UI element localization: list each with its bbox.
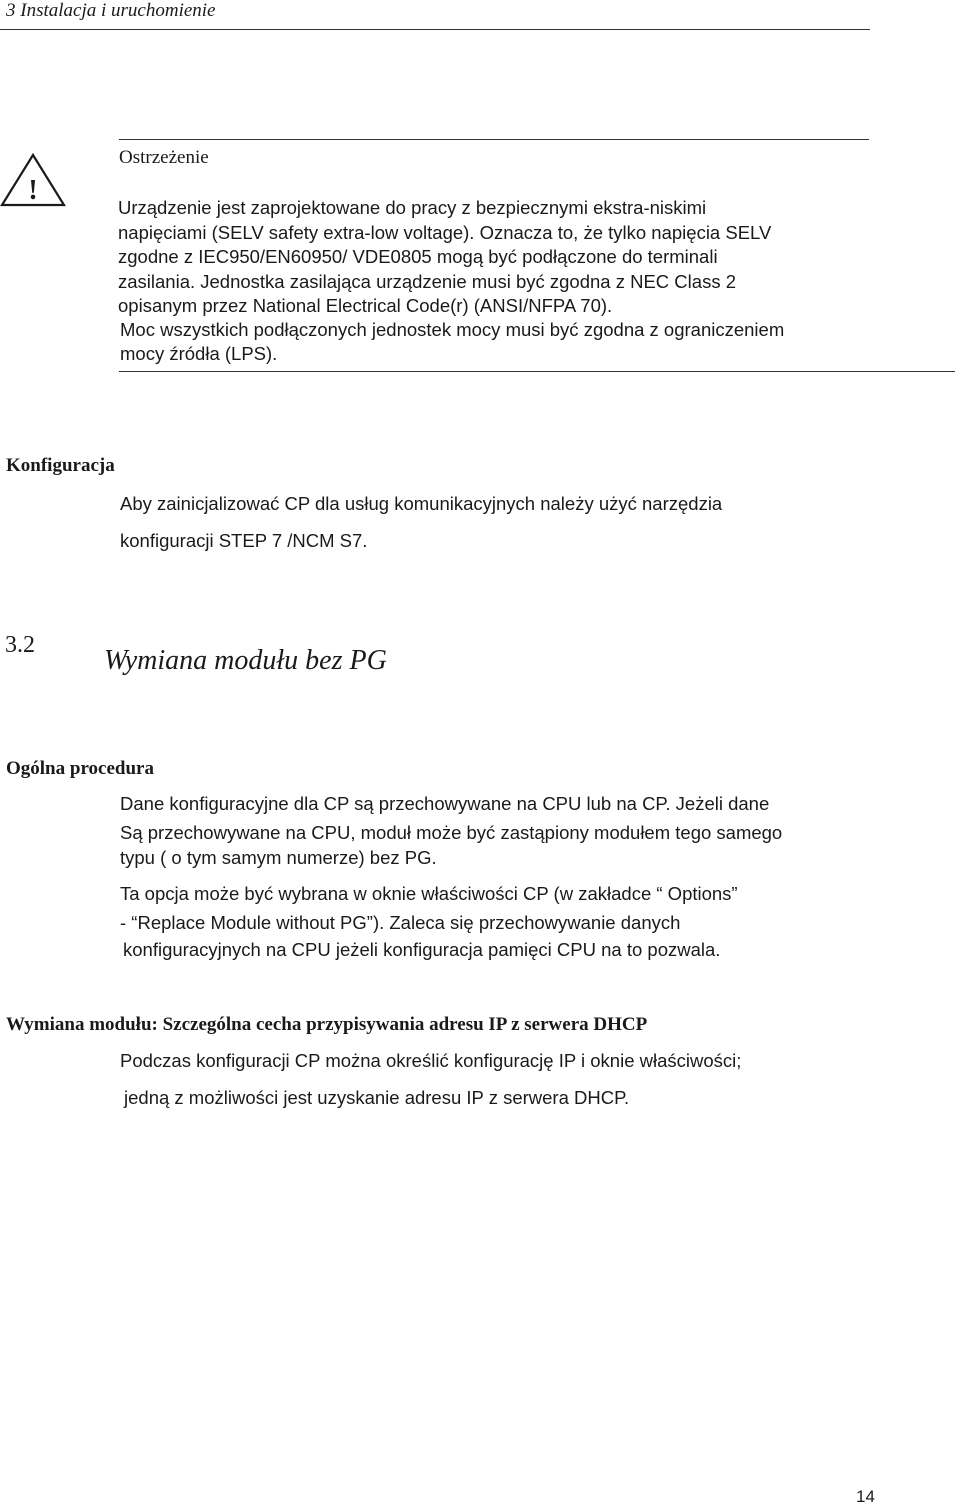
konfiguracja-line-1: Aby zainicjalizować CP dla usług komunikacyjnych należy użyć narzędzia bbox=[120, 493, 723, 514]
warning-line-5: opisanym przez National Electrical Code(r) (ANSI/NFPA 70). bbox=[118, 295, 613, 316]
warning-line-7: mocy źródła (LPS). bbox=[120, 343, 278, 364]
konfiguracja-heading: Konfiguracja bbox=[6, 455, 115, 476]
warning-line-4: zasilania. Jednostka zasilająca urządzenie musi być zgodna z NEC Class 2 bbox=[118, 271, 736, 292]
konfiguracja-line-2: konfiguracji STEP 7 /NCM S7. bbox=[120, 530, 368, 551]
warning-line-2: napięciami (SELV safety extra-low voltage). Oznacza to, że tylko napięcia SELV bbox=[118, 222, 772, 243]
warning-line-6: Moc wszystkich podłączonych jednostek mocy musi być zgodna z ograniczeniem bbox=[120, 319, 785, 340]
svg-text:!: ! bbox=[28, 175, 38, 206]
warning-top-rule bbox=[119, 139, 869, 140]
ogolna-p2-line-1: Ta opcja może być wybrana w oknie właściwości CP (w zakładce “ Options” bbox=[120, 883, 738, 904]
ogolna-procedura-heading: Ogólna procedura bbox=[6, 758, 154, 779]
section-title: Wymiana modułu bez PG bbox=[104, 645, 387, 676]
ogolna-p1-line-1: Dane konfiguracyjne dla CP są przechowywane na CPU lub na CP. Jeżeli dane bbox=[120, 793, 770, 814]
warning-triangle-icon bbox=[0, 152, 66, 208]
dhcp-line-1: Podczas konfiguracji CP można określić konfigurację IP i oknie właściwości; bbox=[120, 1050, 742, 1071]
ogolna-p1-line-2: Są przechowywane na CPU, moduł może być zastąpiony modułem tego samego bbox=[120, 822, 783, 843]
ogolna-p2-line-3: konfiguracyjnych na CPU jeżeli konfiguracja pamięci CPU na to pozwala. bbox=[123, 939, 721, 960]
warning-bottom-rule bbox=[119, 371, 955, 372]
dhcp-line-2: jedną z możliwości jest uzyskanie adresu IP z serwera DHCP. bbox=[124, 1087, 630, 1108]
page-number: 14 bbox=[856, 1487, 875, 1506]
running-header: 3 Instalacja i uruchomienie bbox=[6, 0, 216, 21]
ogolna-p1-line-3: typu ( o tym samym numerze) bez PG. bbox=[120, 847, 437, 868]
section-number: 3.2 bbox=[5, 632, 35, 658]
ogolna-p2-line-2: - “Replace Module without PG”). Zaleca się przechowywanie danych bbox=[120, 912, 681, 933]
warning-line-3: zgodne z IEC950/EN60950/ VDE0805 mogą być podłączone do terminali bbox=[118, 246, 718, 267]
header-rule bbox=[0, 29, 870, 30]
warning-line-1: Urządzenie jest zaprojektowane do pracy z bezpiecznymi ekstra-niskimi bbox=[118, 197, 707, 218]
dhcp-heading: Wymiana modułu: Szczególna cecha przypisywania adresu IP z serwera DHCP bbox=[6, 1014, 648, 1035]
warning-title: Ostrzeżenie bbox=[119, 147, 209, 168]
